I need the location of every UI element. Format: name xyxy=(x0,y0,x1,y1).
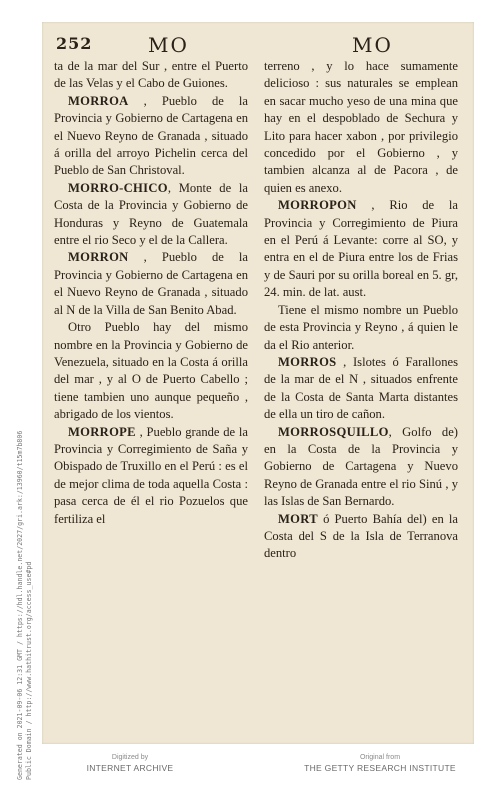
generated-note: Generated on 2021-09-06 12:31 GMT / https://hdl.handle.net/2027/gri.ark:/13960/t15m7b806 xyxy=(16,430,24,780)
entry-text: , Golfo de) en la Costa de la Provincia y Gobierno de Cartagena y Nuevo Reyno de Granada entre el rio Sinú , y las Islas de San Bernardo. xyxy=(264,424,458,509)
footer xyxy=(0,754,490,798)
left-running-head: MO xyxy=(148,33,189,57)
entry-headword: MORROPE xyxy=(68,424,136,439)
entry-text: ó Puerto Bahía del) en la Costa del S de la Isla de Terranova dentro xyxy=(264,511,458,561)
entry-text: , Monte de la Costa de la Provincia y Gobierno de Honduras y Reyno de Guatemala entre el rio Seco y el de la Callera. xyxy=(54,180,248,248)
dictionary-entry xyxy=(54,180,248,250)
entry-headword: MORROS xyxy=(278,354,337,369)
right-running-head: MO xyxy=(352,33,393,57)
dictionary-entry xyxy=(54,424,248,528)
public-domain-note: Public Domain / http://www.hathitrust.org/access_use#pd xyxy=(25,561,33,780)
digitized-by-label: Digitized by xyxy=(111,754,149,761)
original-from-block xyxy=(280,754,480,773)
entry-headword: MORROSQUILLO xyxy=(278,424,389,439)
getty-label: THE GETTY RESEARCH INSTITUTE xyxy=(304,763,456,773)
entry-text: , Pueblo grande de la Provincia y Corregimiento de Saña y Obispado de Truxillo en el Perú : es el de mejor clima de toda aquella Costa : pasa cerca de él el rio Pozuelos que fertiliza el xyxy=(54,424,248,526)
original-from-label: Original from xyxy=(359,754,401,761)
entry-text: , Pueblo de la Provincia y Gobierno de Cartagena en el Nuevo Reyno de Granada , situado á orilla del arroyo Pichelin cerca del Pueblo de San Christoval. xyxy=(54,93,248,178)
entry-text: Tiene el mismo nombre un Pueblo de esta Provincia y Reyno , á quien le da el Rio anterior. xyxy=(264,302,458,352)
entry-headword: MORROPON xyxy=(278,198,357,213)
continued-paragraph xyxy=(264,58,458,197)
left-column xyxy=(54,58,248,528)
dictionary-entry xyxy=(264,511,458,563)
dictionary-entry xyxy=(264,424,458,511)
dictionary-entry xyxy=(264,197,458,301)
internet-archive-label: INTERNET ARCHIVE xyxy=(86,763,174,773)
entry-headword: MORROA xyxy=(68,93,129,108)
running-header xyxy=(56,34,460,56)
entry-text: terreno , y lo hace sumamente delicioso : sus naturales se emplean en sacar mucho yeso de una mina que hay en el despoblado de Sechura y Lito para hacer xabon , por privilegio concedido por el Gobierno , y tambien alcanza al de Pacora , de quien es anexo. xyxy=(264,59,458,195)
dictionary-entry xyxy=(54,249,248,319)
dictionary-entry xyxy=(54,93,248,180)
entry-headword: MORT xyxy=(278,511,318,526)
entry-text: , Pueblo de la Provincia y Gobierno de Cartagena en el Nuevo Reyno de Granada , situado al N de la Villa de San Benito Abad. xyxy=(54,250,248,317)
right-column xyxy=(264,58,458,563)
entry-text: , Islotes ó Farallones de la mar de el N , situados enfrente de la Costa de Santa Marta distantes de ella un tiro de cañon. xyxy=(264,354,458,422)
entry-headword: MORRON xyxy=(68,250,129,265)
page-number: 252 xyxy=(56,34,93,53)
scanned-page xyxy=(42,22,474,744)
entry-text: , Rio de la Provincia y Corregimiento de Piura en el Perú á Levante: corre al SO, y entra en el de Piura entre los de Frias y de Sauri por su orilla boreal en 5. gr, 24. min. de lat. aust. xyxy=(264,198,458,300)
entry-text: Otro Pueblo hay del mismo nombre en la Provincia y Gobierno de Venezuela, situado en la Costa á orilla del mar , y al O de Puerto Cabello ; tiene tambien uno aunque pequeño , abrigado de los vientos. xyxy=(54,320,248,422)
entry-headword: MORRO-CHICO xyxy=(68,180,168,195)
entry-text: ta de la mar del Sur , entre el Puerto de las Velas y el Cabo de Guiones. xyxy=(54,59,248,91)
hathitrust-side-note xyxy=(0,430,40,790)
dictionary-entry xyxy=(264,354,458,424)
continued-paragraph xyxy=(54,58,248,93)
dictionary-entry xyxy=(264,302,458,354)
digitized-by-block xyxy=(60,754,200,773)
dictionary-entry xyxy=(54,319,248,423)
